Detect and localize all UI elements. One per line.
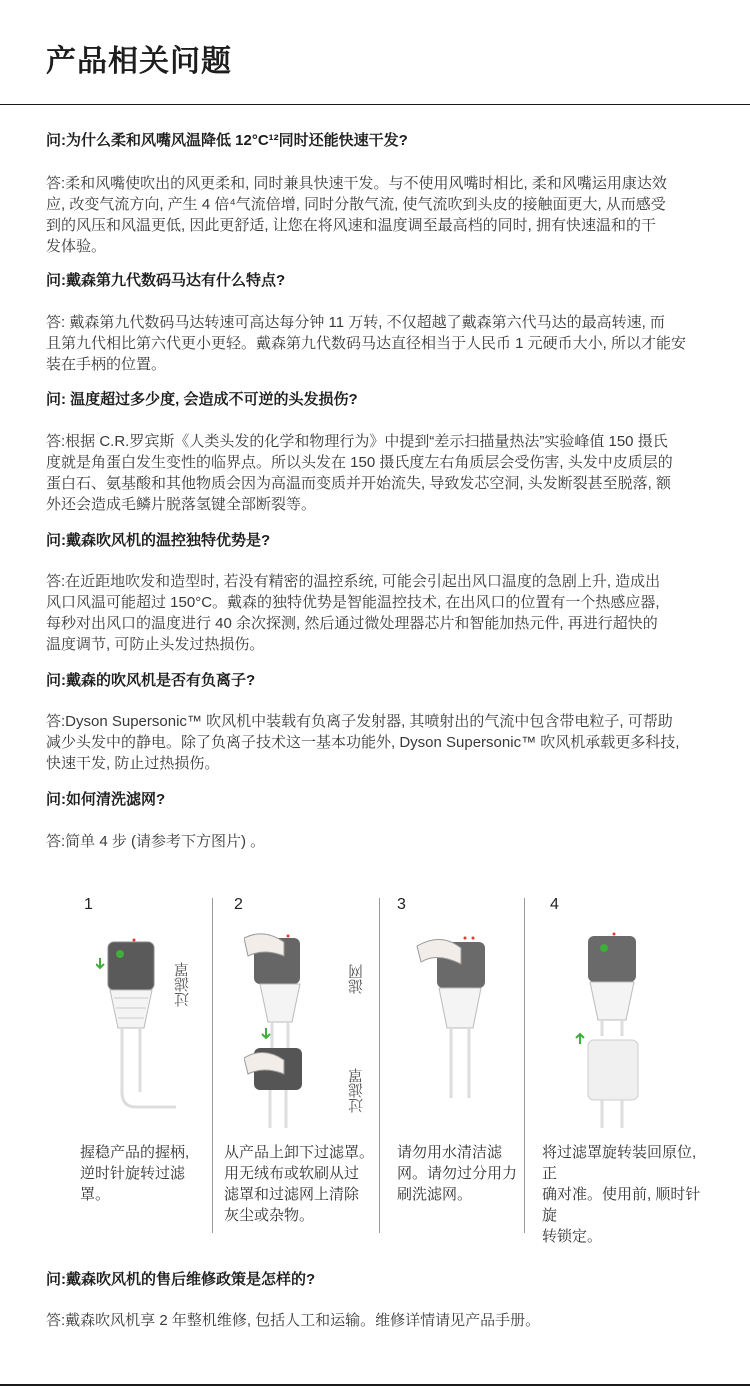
faq-question-2: 问:戴森第九代数码马达有什么特点? [46, 272, 286, 289]
bottom-divider [0, 1384, 750, 1386]
step-description: 请勿用水清洁滤 网。请勿过分用力 刷洗滤网。 [397, 1144, 518, 1203]
step-description: 握稳产品的握柄, 逆时针旋转过滤 罩。 [80, 1144, 190, 1203]
step-description: 从产品上卸下过滤罩。 用无绒布或软刷从过 滤罩和过滤网上清除 灰尘或杂物。 [224, 1144, 375, 1224]
page-title: 产品相关问题 [46, 45, 232, 78]
faq-question-7: 问:戴森吹风机的售后维修政策是怎样的? [46, 1271, 316, 1288]
step-divider [212, 898, 213, 1233]
step-number: 3 [397, 896, 406, 913]
step-divider [524, 898, 525, 1233]
faq-answer-2: 答: 戴森第九代数码马达转速可高达每分钟 11 万转, 不仅超越了戴森第六代马达的最高转速, 而 且第九代相比第六代更小更轻。戴森第九代数码马达直径相当于人民币 1 元硬币大小, 所以才能安 装在手柄的位置。 [46, 314, 687, 373]
faq-answer-3: 答:根据 C.R.罗宾斯《人类头发的化学和物理行为》中提到“差示扫描量热法”实验峰值 150 摄氏 度就是角蛋白发生变性的临界点。所以头发在 150 摄氏度左右角质层会受伤害, 头发中皮质层的 蛋白石、氨基酸和其他物质会因为高温而变质并开始流失, 导致发芯空洞, 头发断裂甚至脱落, 额 外还会造成毛鳞片脱落氢键全部断裂等。 [46, 433, 673, 513]
brush-mesh-illustration [407, 928, 507, 1138]
faq-question-3: 问: 温度超过多少度, 会造成不可逆的头发损伤? [46, 391, 358, 408]
step-divider [379, 898, 380, 1233]
faq-answer-7: 答:戴森吹风机享 2 年整机维修, 包括人工和运输。维修详情请见产品手册。 [46, 1312, 541, 1329]
step-1 [46, 892, 212, 1237]
filter-removal-illustration [244, 928, 344, 1138]
filter-label: 过滤罩 [174, 962, 191, 1007]
filter-cleaning-steps [46, 892, 706, 1245]
mesh-label: 滤网 [348, 964, 365, 994]
step-number: 4 [550, 896, 559, 913]
step-4 [526, 892, 706, 1245]
title-divider [0, 104, 750, 105]
faq-answer-5: 答:Dyson Supersonic™ 吹风机中装载有负离子发射器, 其喷射出的气流中包含带电粒子, 可帮助 减少头发中的静电。除了负离子技术这一基本功能外, Dyson Supersonic™ 吹风机承载更多科技, 快速干发, 防止过热损伤。 [46, 713, 680, 772]
faq-answer-4: 答:在近距地吹发和造型时, 若没有精密的温控系统, 可能会引起出风口温度的急剧上升, 造成出 风口风温可能超过 150°C。戴森的独特优势是智能温控技术, 在出风口的位置有一个热感应器, 每秒对出风口的温度进行 40 余次探测, 然后通过微处理器芯片和智能加热元件, 再进行超快的 温度调节, 可防止头发过热损伤。 [46, 573, 661, 653]
faq-question-1: 问:为什么柔和风嘴风温降低 12°C¹²同时还能快速干发? [46, 132, 408, 149]
step-number: 2 [234, 896, 243, 913]
step-description: 将过滤罩旋转装回原位, 正 确对准。使用前, 顺时针旋 转锁定。 [542, 1144, 701, 1245]
step-number: 1 [84, 896, 93, 913]
faq-answer-1: 答:柔和风嘴使吹出的风更柔和, 同时兼具快速干发。与不使用风嘴时相比, 柔和风嘴运用康达效 应, 改变气流方向, 产生 4 倍⁴气流倍增, 同时分散气流, 使气流吹到头皮的接触面更大, 从而感受 到的风压和风温更低, 因此更舒适, 让您在将风速和温度调至最高档的同时, 拥有快速温和的干 发体验。 [46, 175, 667, 255]
faq-question-5: 问:戴森的吹风机是否有负离子? [46, 672, 256, 689]
faq-question-6: 问:如何清洗滤网? [46, 791, 166, 808]
faq-question-4: 问:戴森吹风机的温控独特优势是? [46, 532, 271, 549]
step-2 [214, 892, 379, 1237]
filter-reattach-illustration [574, 928, 674, 1148]
step-3 [381, 892, 524, 1237]
filter-label: 过滤罩 [348, 1068, 365, 1113]
faq-answer-6: 答:简单 4 步 (请参考下方图片) 。 [46, 833, 266, 850]
